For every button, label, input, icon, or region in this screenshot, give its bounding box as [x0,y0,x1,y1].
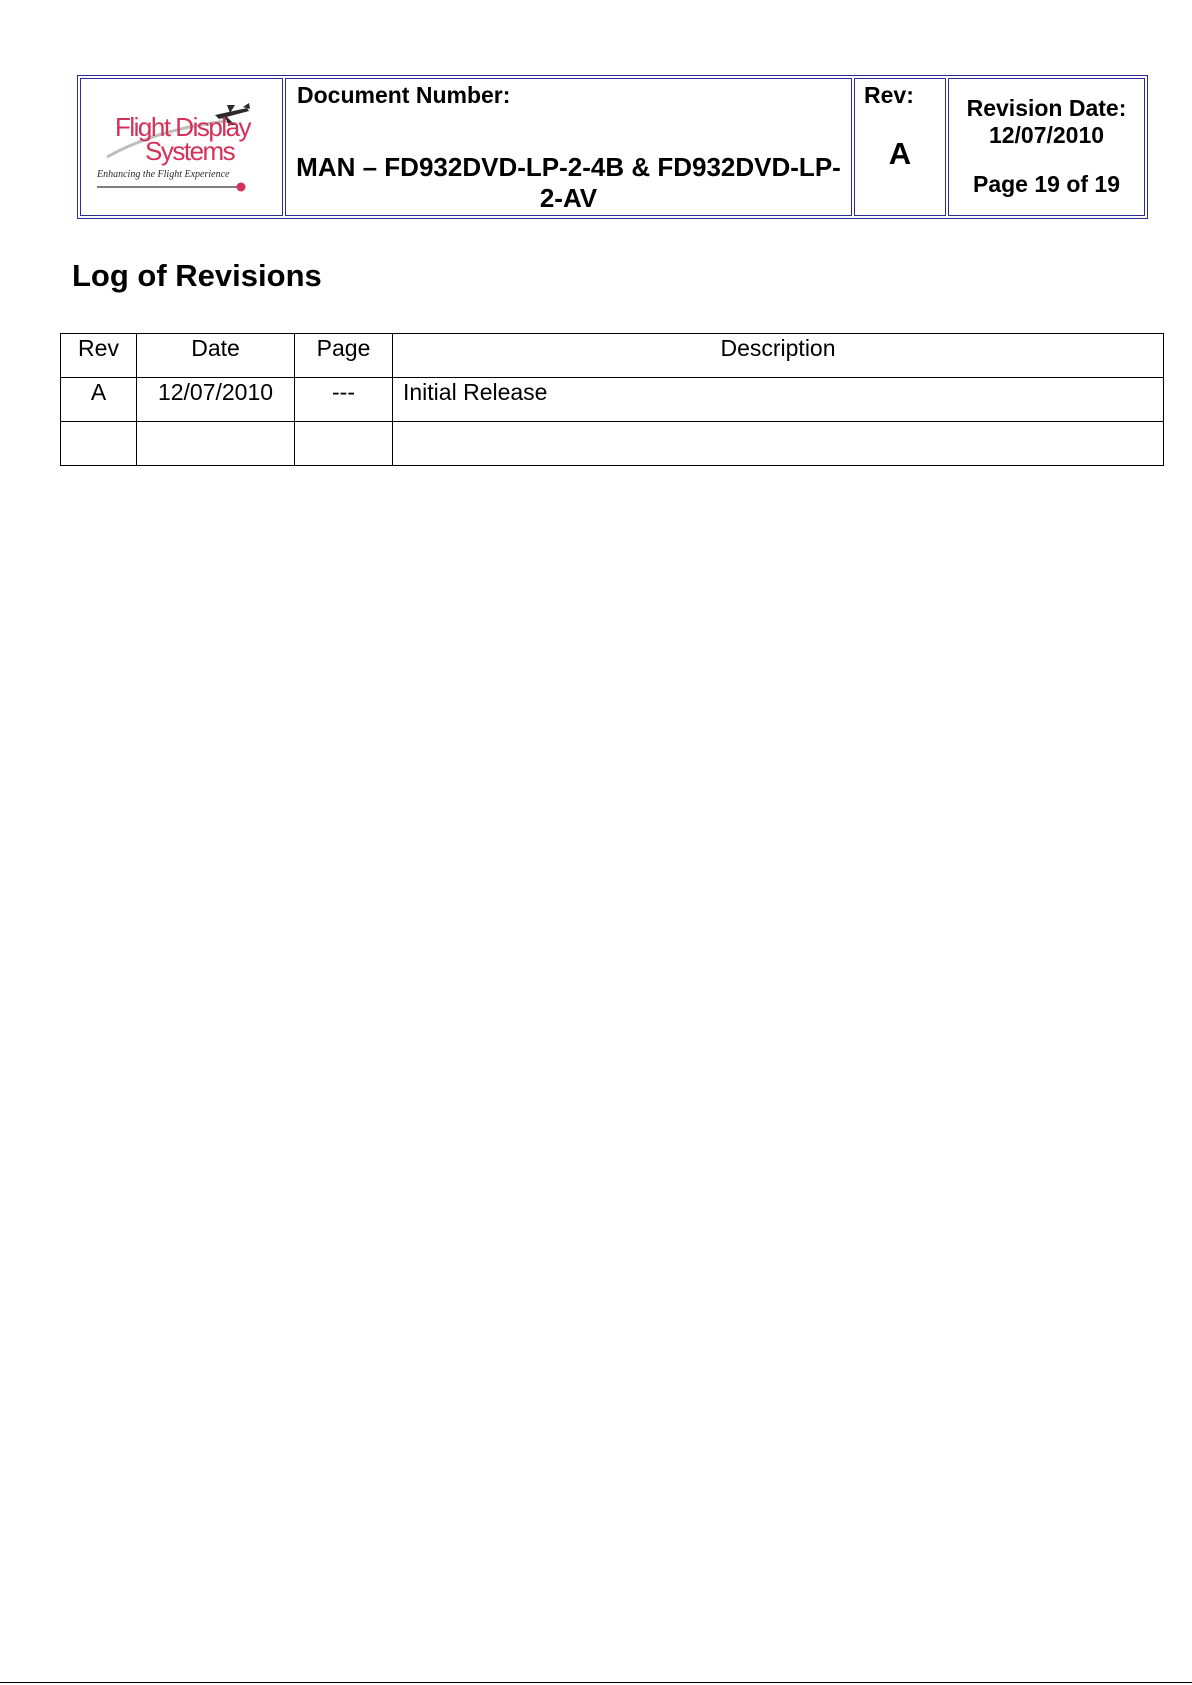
revision-label: Rev: [864,82,914,108]
column-header-description: Description [393,334,1164,378]
cell-date: 12/07/2010 [137,378,295,422]
table-row [61,378,1164,422]
revision-date-label: Revision Date: [966,95,1127,121]
column-header-date: Date [137,334,295,378]
logo-wordmark-line1: Flight Display [115,112,251,142]
logo-cell [80,78,283,216]
cell-rev: A [61,378,137,422]
revision-value: A [888,136,912,171]
cell-page [295,422,393,466]
document-number: MAN – FD932DVD-LP-2-4B & FD932DVD-LP-2-AV [296,152,841,213]
logo-tagline: Enhancing the Flight Experience [97,169,230,180]
revision-date-value: 12/07/2010 [988,122,1105,148]
revision-cell [854,78,946,216]
company-logo [97,99,267,194]
document-header [77,75,1148,219]
document-number-cell [285,78,852,216]
revisions-table [60,333,1164,466]
cell-date [137,422,295,466]
column-header-rev: Rev [61,334,137,378]
table-row [61,422,1164,466]
cell-rev [61,422,137,466]
section-title: Log of Revisions [72,258,322,293]
document-number-label: Document Number: [297,82,511,108]
footer-divider [0,1682,1192,1683]
cell-description: Initial Release [393,378,1164,422]
revision-date-cell [948,78,1145,216]
page-number: Page 19 of 19 [972,171,1121,197]
logo-wordmark-line2: Systems [145,136,235,166]
cell-page: --- [295,378,393,422]
table-header-row [61,334,1164,378]
column-header-page: Page [295,334,393,378]
cell-description [393,422,1164,466]
